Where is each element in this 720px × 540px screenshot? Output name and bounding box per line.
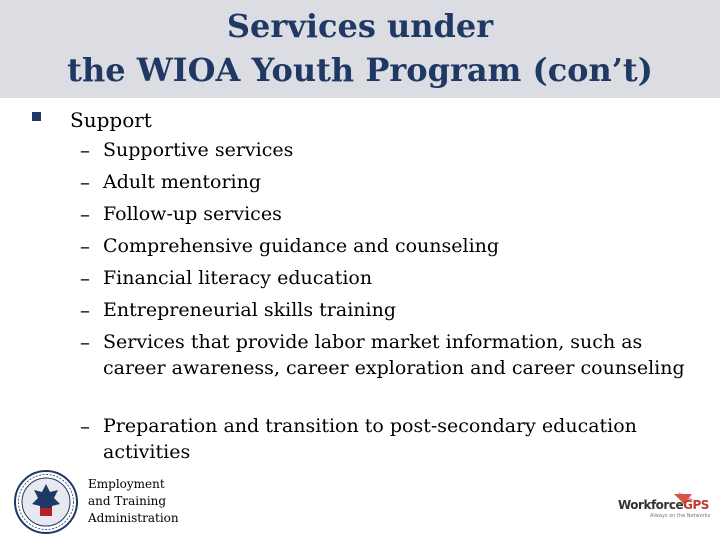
logo-word: Workforce — [618, 498, 684, 512]
list-item-text: Preparation and transition to post-secondary education activities — [103, 415, 637, 463]
logo-accent: GPS — [683, 498, 709, 512]
list-item-text: Supportive services — [103, 139, 294, 161]
dash-icon: – — [80, 330, 90, 354]
square-bullet-icon — [32, 112, 41, 121]
dash-icon: – — [80, 138, 90, 162]
agency-line-3: Administration — [88, 511, 179, 525]
dash-icon: – — [80, 298, 90, 322]
title-line-2: the WIOA Youth Program (con’t) — [67, 51, 653, 89]
dash-icon: – — [80, 414, 90, 438]
agency-line-1: Employment — [88, 477, 165, 491]
dash-icon: – — [80, 170, 90, 194]
list-item-text: Comprehensive guidance and counseling — [103, 235, 500, 257]
list-item-text: Services that provide labor market information, such as career awareness, career exploration and career counseling — [103, 331, 685, 379]
list-item-text: Follow-up services — [103, 203, 282, 225]
bullet-support: Support — [70, 108, 152, 132]
dash-icon: – — [80, 266, 90, 290]
agency-name — [88, 476, 179, 527]
slide-title — [0, 4, 720, 92]
agency-line-2: and Training — [88, 494, 167, 508]
list-item-text: Adult mentoring — [103, 171, 262, 193]
list-item-text: Financial literacy education — [103, 267, 373, 289]
workforcegps-logo — [618, 498, 709, 512]
title-line-1: Services under — [226, 7, 494, 45]
dash-icon: – — [80, 202, 90, 226]
dol-seal-icon — [14, 470, 78, 534]
logo-tagline: Always on the Networks — [650, 513, 711, 519]
dash-icon: – — [80, 234, 90, 258]
list-item-text: Entrepreneurial skills training — [103, 299, 396, 321]
